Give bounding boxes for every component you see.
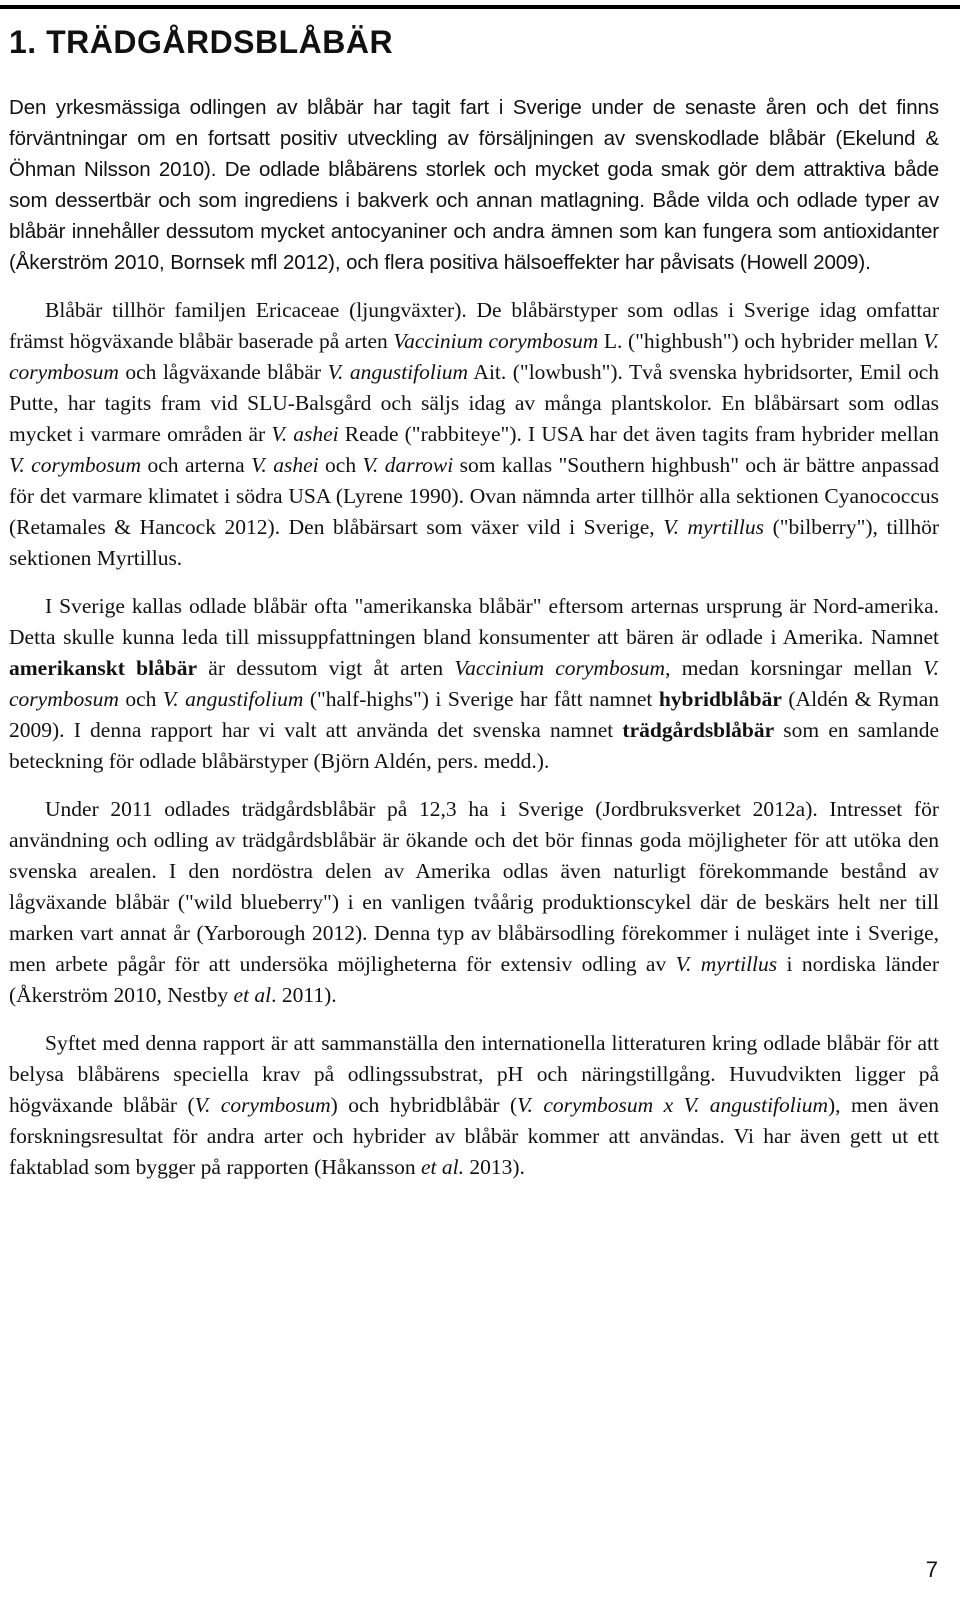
text-run: ("half-highs") i Sverige har fått namnet <box>303 687 659 711</box>
italic-term: V. corymbosum <box>9 656 939 711</box>
text-run: i nordiska länder (Åkerström 2010, Nestby <box>9 952 939 1007</box>
text-run: Den yrkesmässiga odlingen av blåbär har tagit fart i Sverige under de senaste åren och det finns förväntningar om en fortsatt positiv utveckling av försäljningen av svenskodlade blåbär (Ekelund & Öhman Nilsson 2010). De odlade blåbärens storlek och mycket goda smak gör dem attraktiva både som dessertbär och som ingrediens i bakverk och annan matlagning. Både vilda och odlade typer av blåbär innehåller dessutom mycket antocyaniner och andra ämnen som kan fungera som antioxidanter (Åkerström 2010, Bornsek mfl 2012), och flera positiva hälsoeffekter har påvisats (Howell 2009). <box>9 96 939 274</box>
italic-term: V. angustifolium <box>327 360 469 384</box>
italic-term: V. ashei <box>271 422 339 446</box>
italic-term: V. ashei <box>251 453 319 477</box>
italic-term: V. corymbosum <box>9 329 940 384</box>
text-run: Under 2011 odlades trädgårdsblåbär på 12,3 ha i Sverige (Jordbruksverket 2012a). Intresset för användning och odling av trädgårdsblåbär är ökande och det bör finnas goda möjligheter för att utöka den svenska arealen. I den nordöstra delen av Amerika odlas även naturligt förekommande bestånd av lågväxande blåbär ("wild blueberry") i en vanligen tvåårig produktionscykel där de beskärs helt ner till marken vart annat år (Yarborough 2012). Denna typ av blåbärsodling förekommer i nuläget inte i Sverige, men arbete pågår för att undersöka möjligheterna för extensiv odling av <box>9 797 939 976</box>
text-run: Blåbär tillhör familjen Ericaceae (ljungväxter). De blåbärstyper som odlas i Sverige idag omfattar främst högväxande blåbär baserade på arten <box>9 298 939 353</box>
text-run: Reade ("rabbiteye"). I USA har det även tagits fram hybrider mellan <box>338 422 939 446</box>
italic-term: V. myrtillus <box>675 952 778 976</box>
text-run: Ait. ("lowbush"). Två svenska hybridsorter, Emil och Putte, har tagits fram vid SLU-Balsgård och säljs idag av många plantskolor. En blåbärsart som odlas mycket i varmare områden är <box>9 360 939 446</box>
paragraph-cultivation <box>9 794 939 1011</box>
paragraph-purpose <box>9 1028 939 1183</box>
text-run: . 2011). <box>271 983 337 1007</box>
italic-term: V. corymbosum <box>194 1093 331 1117</box>
text-run: ("bilberry"), tillhör sektionen Myrtillus. <box>9 515 940 570</box>
italic-term: Vaccinium corymbosum <box>454 656 666 680</box>
top-rule <box>0 5 960 9</box>
body-text <box>9 92 939 1200</box>
text-run: L. ("highbush") och hybrider mellan <box>598 329 924 353</box>
italic-term: V. angustifolium <box>162 687 304 711</box>
text-run: ) och hybridblåbär ( <box>330 1093 518 1117</box>
bold-term: trädgårdsblåbär <box>622 718 775 742</box>
text-run: (Aldén & Ryman 2009). I denna rapport har vi valt att använda det svenska namnet <box>9 687 940 742</box>
text-run: och lågväxande blåbär <box>118 360 328 384</box>
text-run: 2013). <box>463 1155 525 1179</box>
text-run: ), men även forskningsresultat för andra arter och hybrider av blåbär kommer att användas. Vi har även gett ut ett faktablad som bygger på rapporten (Håkansson <box>9 1093 940 1179</box>
text-run: , medan korsningar mellan <box>665 656 924 680</box>
italic-term: V. darrowi <box>362 453 454 477</box>
paragraph-intro <box>9 92 939 278</box>
text-run: är dessutom vigt åt arten <box>197 656 455 680</box>
text-run: som en samlande beteckning för odlade blåbärstyper (Björn Aldén, pers. medd.). <box>9 718 939 773</box>
chapter-heading: 1. TRÄDGÅRDSBLÅBÄR <box>9 24 394 60</box>
italic-term: et al. <box>420 1155 464 1179</box>
italic-term: Vaccinium corymbosum <box>393 329 599 353</box>
italic-term: et al <box>233 983 272 1007</box>
paragraph-naming <box>9 591 939 777</box>
italic-term: V. myrtillus <box>663 515 765 539</box>
text-run: Syftet med denna rapport är att sammanställa den internationella litteraturen kring odlade blåbär för att belysa blåbärens speciella krav på odlingssubstrat, pH och näringstillgång. Huvudvikten ligger på högväxande blåbär ( <box>9 1031 939 1117</box>
text-run: och <box>118 687 163 711</box>
page-number: 7 <box>925 1557 938 1582</box>
text-run: och arterna <box>141 453 252 477</box>
text-run: som kallas "Southern highbush" och är bättre anpassad för det varmare klimatet i södra USA (Lyrene 1990). Ovan nämnda arter tillhör alla sektionen Cyanococcus (Retamales & Hancock 2012). Den blåbärsart som växer vild i Sverige, <box>9 453 939 539</box>
italic-term: V. corymbosum <box>9 453 142 477</box>
italic-term: V. corymbosum x V. angustifolium <box>517 1093 829 1117</box>
text-run: och <box>318 453 363 477</box>
text-run: I Sverige kallas odlade blåbär ofta "amerikanska blåbär" eftersom arternas ursprung är Nord-amerika. Detta skulle kunna leda till missuppfattningen bland konsumenter att bären är odlade i Amerika. Namnet <box>9 594 939 649</box>
bold-term: hybridblåbär <box>658 687 782 711</box>
bold-term: amerikanskt blåbär <box>9 656 198 680</box>
paragraph-species <box>9 295 939 574</box>
